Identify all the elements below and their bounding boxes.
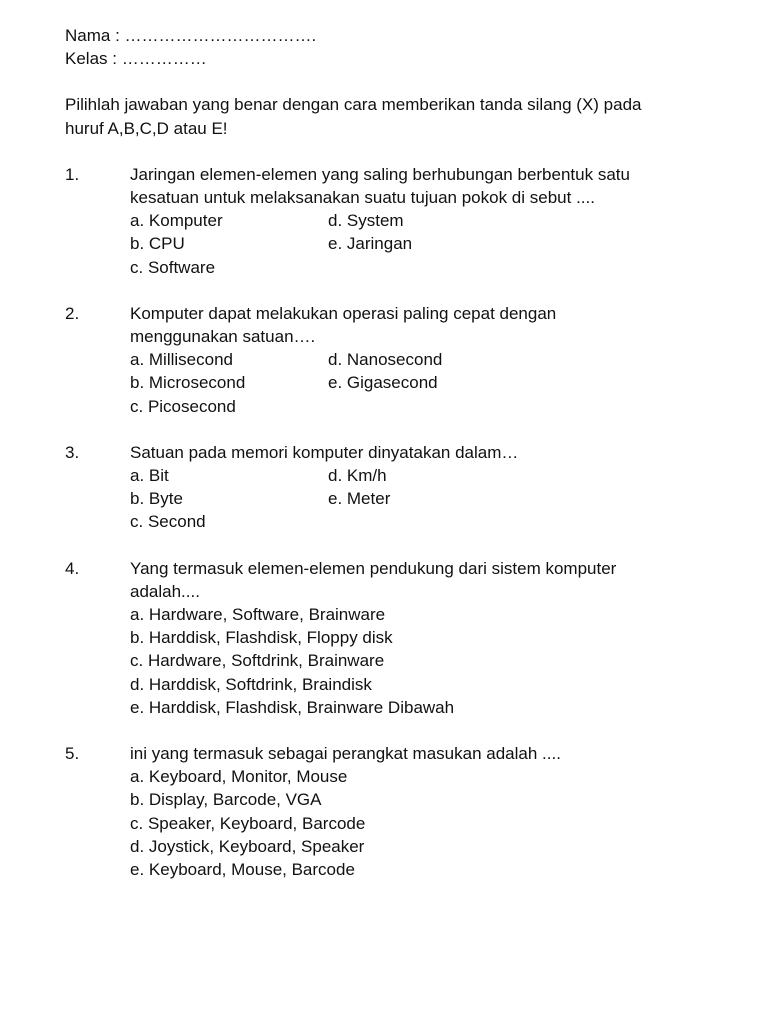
option-b[interactable]: b. Byte [130,489,183,509]
option-b[interactable]: b. Display, Barcode, VGA [130,790,322,810]
answer-options [130,464,708,534]
question-text-line: adalah.... [130,581,200,601]
option-d[interactable]: d. Joystick, Keyboard, Speaker [130,836,365,856]
option-e[interactable]: e. Keyboard, Mouse, Barcode [130,859,355,879]
question-5 [65,742,708,881]
question-text-line: menggunakan satuan…. [130,326,316,346]
option-e[interactable]: e. Jaringan [328,234,413,254]
class-field-line: Kelas : …………… [65,49,207,69]
option-a[interactable]: a. Bit [130,465,169,485]
question-number: 5. [65,743,80,763]
option-a[interactable]: a. Millisecond [130,350,233,370]
question-4 [65,557,708,719]
option-c[interactable]: c. Speaker, Keyboard, Barcode [130,813,366,833]
question-number: 3. [65,442,80,462]
option-c[interactable]: c. Software [130,257,216,277]
question-text-line: Satuan pada memori komputer dinyatakan dalam… [130,442,519,462]
question-number: 1. [65,164,80,184]
answer-options [130,209,708,279]
instructions [65,93,708,139]
instructions-line-1: Pilihlah jawaban yang benar dengan cara memberikan tanda silang (X) pada [65,95,642,115]
answer-options [130,603,708,719]
option-d[interactable]: d. System [328,211,404,231]
option-a[interactable]: a. Keyboard, Monitor, Mouse [130,767,348,787]
question-number: 2. [65,303,80,323]
question-1 [65,163,708,279]
option-b[interactable]: b. Harddisk, Flashdisk, Floppy disk [130,628,393,648]
name-field-line: Nama : ……………………………. [65,26,317,45]
instructions-line-2: huruf A,B,C,D atau E! [65,118,228,138]
answer-options [130,348,708,418]
question-text-line: ini yang termasuk sebagai perangkat masukan adalah .... [130,743,561,763]
option-a[interactable]: a. Hardware, Software, Brainware [130,604,386,624]
option-c[interactable]: c. Second [130,512,206,532]
question-text-line: kesatuan untuk melaksanakan suatu tujuan pokok di sebut .... [130,188,595,208]
question-3 [65,441,708,534]
option-e[interactable]: e. Gigasecond [328,373,438,393]
option-d[interactable]: d. Nanosecond [328,350,443,370]
student-info [65,24,708,70]
question-2 [65,302,708,418]
option-a[interactable]: a. Komputer [130,211,223,231]
option-d[interactable]: d. Harddisk, Softdrink, Braindisk [130,674,372,694]
option-e[interactable]: e. Harddisk, Flashdisk, Brainware Dibawah [130,697,455,717]
question-text-line: Jaringan elemen-elemen yang saling berhubungan berbentuk satu [130,164,630,184]
option-c[interactable]: c. Hardware, Softdrink, Brainware [130,651,385,671]
question-number: 4. [65,558,80,578]
answer-options [130,765,708,881]
option-b[interactable]: b. CPU [130,234,185,254]
question-text-line: Yang termasuk elemen-elemen pendukung dari sistem komputer [130,558,617,578]
option-c[interactable]: c. Picosecond [130,396,236,416]
question-text-line: Komputer dapat melakukan operasi paling cepat dengan [130,303,557,323]
option-b[interactable]: b. Microsecond [130,373,246,393]
option-d[interactable]: d. Km/h [328,465,387,485]
option-e[interactable]: e. Meter [328,489,391,509]
